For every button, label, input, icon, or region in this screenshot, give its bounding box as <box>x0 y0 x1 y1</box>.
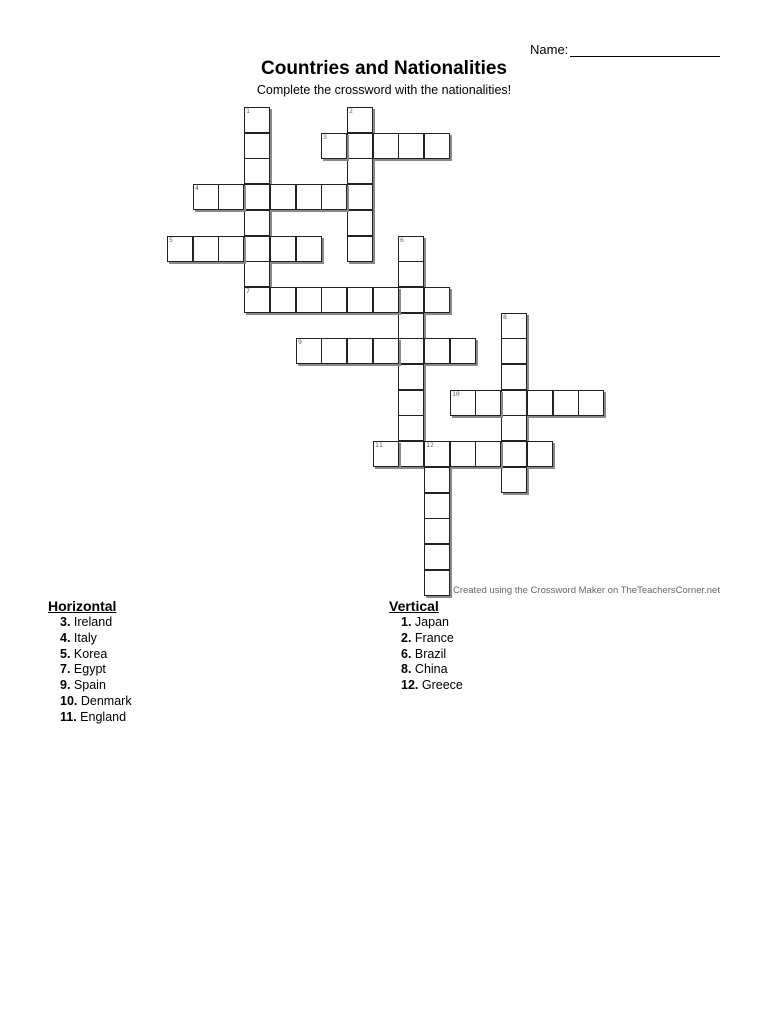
clue-item-number: 10. <box>60 693 78 708</box>
clue-number: 2 <box>349 107 353 115</box>
clue-item-number: 8. <box>401 662 412 677</box>
clue-item-text: Japan <box>414 615 449 629</box>
clue-item-number: 11. <box>60 709 77 724</box>
page-title: Countries and Nationalities <box>261 58 507 79</box>
crossword-cell[interactable] <box>424 441 450 467</box>
clue-item-text: Ireland <box>73 615 113 629</box>
crossword-cell[interactable] <box>321 287 347 313</box>
clue-number: 3 <box>323 133 327 141</box>
clue-item <box>60 662 132 678</box>
clue-item-text: Denmark <box>80 693 132 708</box>
clue-item-text: Egypt <box>73 662 106 677</box>
crossword-cell[interactable] <box>501 467 527 493</box>
horizontal-heading: Horizontal <box>48 598 117 614</box>
clue-item-number: 2. <box>401 630 412 645</box>
clue-item-number: 1. <box>401 615 412 629</box>
crossword-cell[interactable] <box>398 313 424 339</box>
crossword-cell[interactable] <box>424 467 450 493</box>
crossword-cell[interactable] <box>244 236 270 262</box>
clue-number: 1 <box>246 107 250 115</box>
crossword-cell[interactable] <box>347 236 373 262</box>
clue-number: 5 <box>169 236 173 244</box>
clue-number: 9 <box>298 338 302 346</box>
crossword-cell[interactable] <box>244 210 270 236</box>
crossword-cell[interactable] <box>270 287 296 313</box>
crossword-cell[interactable] <box>501 390 527 416</box>
clue-item <box>60 678 132 694</box>
crossword-cell[interactable] <box>398 364 424 390</box>
crossword-cell[interactable] <box>373 441 399 467</box>
clue-item-number: 5. <box>60 646 71 661</box>
crossword-cell[interactable] <box>296 236 322 262</box>
crossword-cell[interactable] <box>398 261 424 287</box>
clue-item <box>401 615 463 631</box>
clue-item-number: 3. <box>60 615 71 629</box>
crossword-cell[interactable] <box>578 390 604 416</box>
clue-item-text: Spain <box>73 678 106 693</box>
crossword-cell[interactable] <box>347 107 373 133</box>
clue-item-number: 4. <box>60 630 71 645</box>
clue-item <box>60 694 132 710</box>
vertical-heading: Vertical <box>389 598 439 614</box>
clue-item-text: Italy <box>73 630 97 645</box>
crossword-cell[interactable] <box>424 287 450 313</box>
crossword-cell[interactable] <box>398 287 424 313</box>
crossword-cell[interactable] <box>450 338 476 364</box>
vertical-clue-list <box>389 615 463 694</box>
horizontal-clue-list <box>48 615 132 726</box>
crossword-cell[interactable] <box>244 107 270 133</box>
crossword-cell[interactable] <box>296 338 322 364</box>
crossword-cell[interactable] <box>193 184 219 210</box>
crossword-cell[interactable] <box>398 415 424 441</box>
crossword-cell[interactable] <box>424 518 450 544</box>
crossword-cell[interactable] <box>321 133 347 159</box>
crossword-cell[interactable] <box>450 390 476 416</box>
crossword-cell[interactable] <box>424 544 450 570</box>
crossword-cell[interactable] <box>501 364 527 390</box>
crossword-cell[interactable] <box>244 133 270 159</box>
page-subtitle: Complete the crossword with the nationalities! <box>256 83 512 97</box>
crossword-cell[interactable] <box>527 390 553 416</box>
crossword-cell[interactable] <box>398 441 424 467</box>
crossword-cell[interactable] <box>398 338 424 364</box>
crossword-cell[interactable] <box>398 236 424 262</box>
crossword-cell[interactable] <box>553 390 579 416</box>
crossword-cell[interactable] <box>347 287 373 313</box>
crossword-cell[interactable] <box>424 133 450 159</box>
clue-item <box>401 647 463 663</box>
crossword-cell[interactable] <box>321 338 347 364</box>
crossword-cell[interactable] <box>347 210 373 236</box>
clue-item <box>401 631 463 647</box>
clue-item-text: France <box>414 630 454 645</box>
crossword-cell[interactable] <box>244 261 270 287</box>
crossword-cell[interactable] <box>373 287 399 313</box>
clue-item-number: 12. <box>401 678 419 693</box>
crossword-cell[interactable] <box>501 415 527 441</box>
name-label: Name: <box>530 42 569 57</box>
crossword-cell[interactable] <box>244 158 270 184</box>
clue-item <box>401 662 463 678</box>
clue-item <box>60 615 132 631</box>
clue-number: 11 <box>375 441 383 449</box>
clue-number: 4 <box>195 184 199 192</box>
crossword-cell[interactable] <box>270 236 296 262</box>
clue-item <box>60 647 132 663</box>
crossword-cell[interactable] <box>475 441 501 467</box>
horizontal-clues <box>48 598 132 726</box>
crossword-cell[interactable] <box>270 184 296 210</box>
crossword-cell[interactable] <box>347 338 373 364</box>
crossword-cell[interactable] <box>193 236 219 262</box>
crossword-cell[interactable] <box>398 390 424 416</box>
crossword-cell[interactable] <box>244 184 270 210</box>
clue-item-text: England <box>80 709 127 724</box>
credit-text: Created using the Crossword Maker on TheTeachersCorner.net <box>452 585 720 596</box>
crossword-cell[interactable] <box>347 158 373 184</box>
clue-number: 10 <box>452 390 460 398</box>
clue-number: 12 <box>426 441 434 449</box>
crossword-cell[interactable] <box>347 184 373 210</box>
clue-item-number: 6. <box>401 646 412 661</box>
crossword-cell[interactable] <box>501 441 527 467</box>
clue-item <box>60 710 132 726</box>
clue-item-number: 9. <box>60 678 71 693</box>
crossword-cell[interactable] <box>398 133 424 159</box>
clue-item-number: 7. <box>60 662 71 677</box>
clue-number: 7 <box>246 287 250 295</box>
crossword-cell[interactable] <box>218 236 244 262</box>
clue-number: 8 <box>503 313 507 321</box>
crossword-cell[interactable] <box>373 338 399 364</box>
clue-number: 6 <box>400 236 404 244</box>
crossword-cell[interactable] <box>296 184 322 210</box>
clue-item <box>401 678 463 694</box>
crossword-cell[interactable] <box>501 338 527 364</box>
clue-item-text: China <box>414 662 448 677</box>
crossword-cell[interactable] <box>450 441 476 467</box>
crossword-cell[interactable] <box>424 493 450 519</box>
crossword-cell[interactable] <box>424 338 450 364</box>
clue-item-text: Greece <box>421 678 463 693</box>
crossword-cell[interactable] <box>347 133 373 159</box>
clue-item-text: Brazil <box>414 646 447 661</box>
crossword-cell[interactable] <box>296 287 322 313</box>
crossword-cell[interactable] <box>373 133 399 159</box>
clue-item-text: Korea <box>73 646 108 661</box>
crossword-cell[interactable] <box>321 184 347 210</box>
vertical-clues <box>389 598 463 694</box>
crossword-cell[interactable] <box>424 570 450 596</box>
crossword-cell[interactable] <box>501 313 527 339</box>
crossword-cell[interactable] <box>527 441 553 467</box>
crossword-cell[interactable] <box>167 236 193 262</box>
crossword-cell[interactable] <box>475 390 501 416</box>
crossword-cell[interactable] <box>244 287 270 313</box>
crossword-cell[interactable] <box>218 184 244 210</box>
clue-item <box>60 631 132 647</box>
